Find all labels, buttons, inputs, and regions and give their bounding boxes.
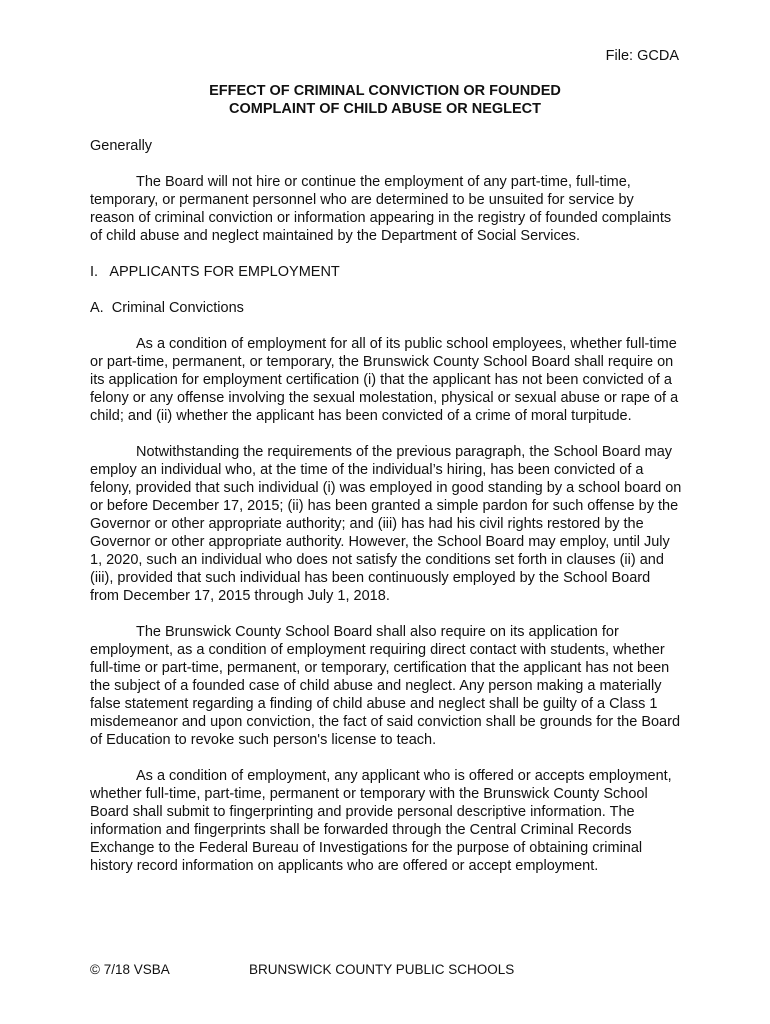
paragraph-notwithstanding: Notwithstanding the requirements of the previous paragraph, the School Board may employ an individual who, at the time of the individual’s hiring, has been convicted of a felony, provided that such individual (i) was employed in good standing by a school board on or before December 17, 2015; (ii) has been granted a simple pardon for such offense by the Governor or other appropriate authority; and (iii) has had his civil rights restored by the Governor or other appropriate authority. However, the School Board may employ, until July 1, 2020, such an individual who does not satisfy the conditions set forth in clauses (ii) and (iii), provided that such individual has been continuously employed by the School Board from December 17, 2015 through July 1, 2018. [90,444,682,604]
title-line-1: EFFECT OF CRIMINAL CONVICTION OR FOUNDED [209,83,561,99]
document-title [0,82,770,118]
document-body [90,137,682,893]
file-code-label: File: GCDA [605,48,679,64]
section-heading-applicants: I. APPLICANTS FOR EMPLOYMENT [90,264,340,280]
paragraph-child-abuse-certification: The Brunswick County School Board shall also require on its application for employment, as a condition of employment requiring direct contact with students, whether full-time or part-time, permanent, or temporary, certification that the applicant has not been the subject of a founded case of child abuse and neglect. Any person making a materially false statement regarding a finding of child abuse and neglect shall be guilty of a Class 1 misdemeanor and upon conviction, the fact of said conviction shall be grounds for the Board of Education to revoke such person's license to teach. [90,624,681,748]
heading-generally: Generally [90,138,153,154]
footer-copyright: © 7/18 VSBA [90,962,170,977]
subsection-heading-criminal-convictions: A. Criminal Convictions [90,300,244,316]
paragraph-fingerprinting: As a condition of employment, any applicant who is offered or accepts employment, whether full-time, part-time, permanent or temporary with the Brunswick County School Board shall submit to fingerprinting and provide personal descriptive information. The information and fingerprints shall be forwarded through the Central Criminal Records Exchange to the Federal Bureau of Investigations for the purpose of obtaining criminal history record information on applicants who are offered or accept employment. [90,768,672,874]
footer-organization: BRUNSWICK COUNTY PUBLIC SCHOOLS [249,962,515,977]
paragraph-condition-of-employment: As a condition of employment for all of its public school employees, whether full-time or part-time, permanent, or temporary, the Brunswick County School Board shall require on its application for employment certification (i) that the applicant has not been convicted of a felony or any offense involving the sexual molestation, physical or sexual abuse or rape of a child; and (ii) whether the applicant has been convicted of a crime of moral turpitude. [90,336,679,424]
paragraph-generally: The Board will not hire or continue the employment of any part-time, full-time, temporary, or permanent personnel who are determined to be unsuited for service by reason of criminal conviction or information appearing in the registry of founded complaints of child abuse and neglect maintained by the Department of Social Services. [90,174,672,244]
title-line-2: COMPLAINT OF CHILD ABUSE OR NEGLECT [228,101,541,117]
